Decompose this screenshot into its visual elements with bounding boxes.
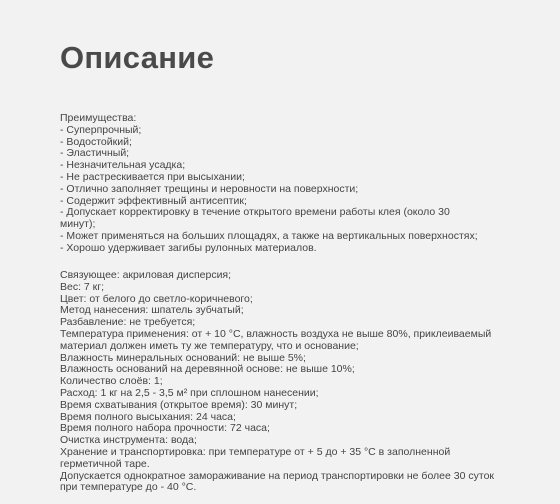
spec-line: Расход: 1 кг на 2,5 - 3,5 м² при сплошном нанесении;	[60, 386, 319, 399]
specifications-list	[60, 270, 540, 494]
advantage-line: минут);	[60, 218, 96, 231]
spec-line: материал должен иметь ту же температуру, что и основание;	[60, 339, 359, 352]
spec-line: Метод нанесения: шпатель зубчатый;	[60, 304, 244, 317]
spec-line: Количество слоёв: 1;	[60, 375, 163, 388]
advantage-line: - Допускает корректировку в течение открытого времени работы клея (около 30	[60, 206, 450, 219]
advantage-line: - Не растрескивается при высыхании;	[60, 170, 245, 183]
spec-line: Разбавление: не требуется;	[60, 316, 196, 329]
advantage-line: Преимущества:	[60, 112, 137, 124]
advantage-line: - Хорошо удерживает загибы рулонных материалов.	[60, 241, 317, 254]
spec-line: Связующее: акриловая дисперсия;	[60, 269, 232, 281]
spec-line: Хранение и транспортировка: при температуре от + 5 до + 35 °C в заполненной	[60, 445, 451, 458]
spec-line: Вес: 7 кг;	[60, 280, 105, 293]
advantage-line: - Отлично заполняет трещины и неровности на поверхности;	[60, 182, 359, 195]
spec-line: герметичной таре.	[60, 457, 150, 470]
spec-line: при температуре до - 40 °C.	[60, 481, 197, 494]
spec-line: Время схватывания (открытое время): 30 минут;	[60, 398, 298, 411]
advantages-list	[60, 113, 540, 255]
page-title: Описание	[60, 40, 215, 75]
advantage-line: - Может применяться на больших площадях, а также на вертикальных поверхностях;	[60, 229, 478, 242]
spec-line: Цвет: от белого до светло-коричневого;	[60, 292, 253, 305]
spec-line: Допускается однократное замораживание на период транспортировки не более 30 суток	[60, 469, 494, 482]
spec-line: Влажность минеральных оснований: не выше 5%;	[60, 351, 306, 364]
spec-line: Температура применения: от + 10 °C, влажность воздуха не выше 80%, приклеиваемый	[60, 327, 492, 340]
advantage-line: - Незначительная усадка;	[60, 159, 186, 172]
spec-line: Время полного набора прочности: 72 часа;	[60, 422, 270, 435]
advantage-line: - Содержит эффективный антисептик;	[60, 194, 247, 207]
spec-line: Влажность оснований на деревянной основе: не выше 10%;	[60, 363, 355, 376]
spec-line: Очистка инструмента: вода;	[60, 434, 197, 447]
advantage-line: - Суперпрочный;	[60, 123, 142, 136]
advantage-line: - Водостойкий;	[60, 135, 132, 148]
advantage-line: - Эластичный;	[60, 147, 130, 160]
spec-line: Время полного высыхания: 24 часа;	[60, 410, 236, 423]
